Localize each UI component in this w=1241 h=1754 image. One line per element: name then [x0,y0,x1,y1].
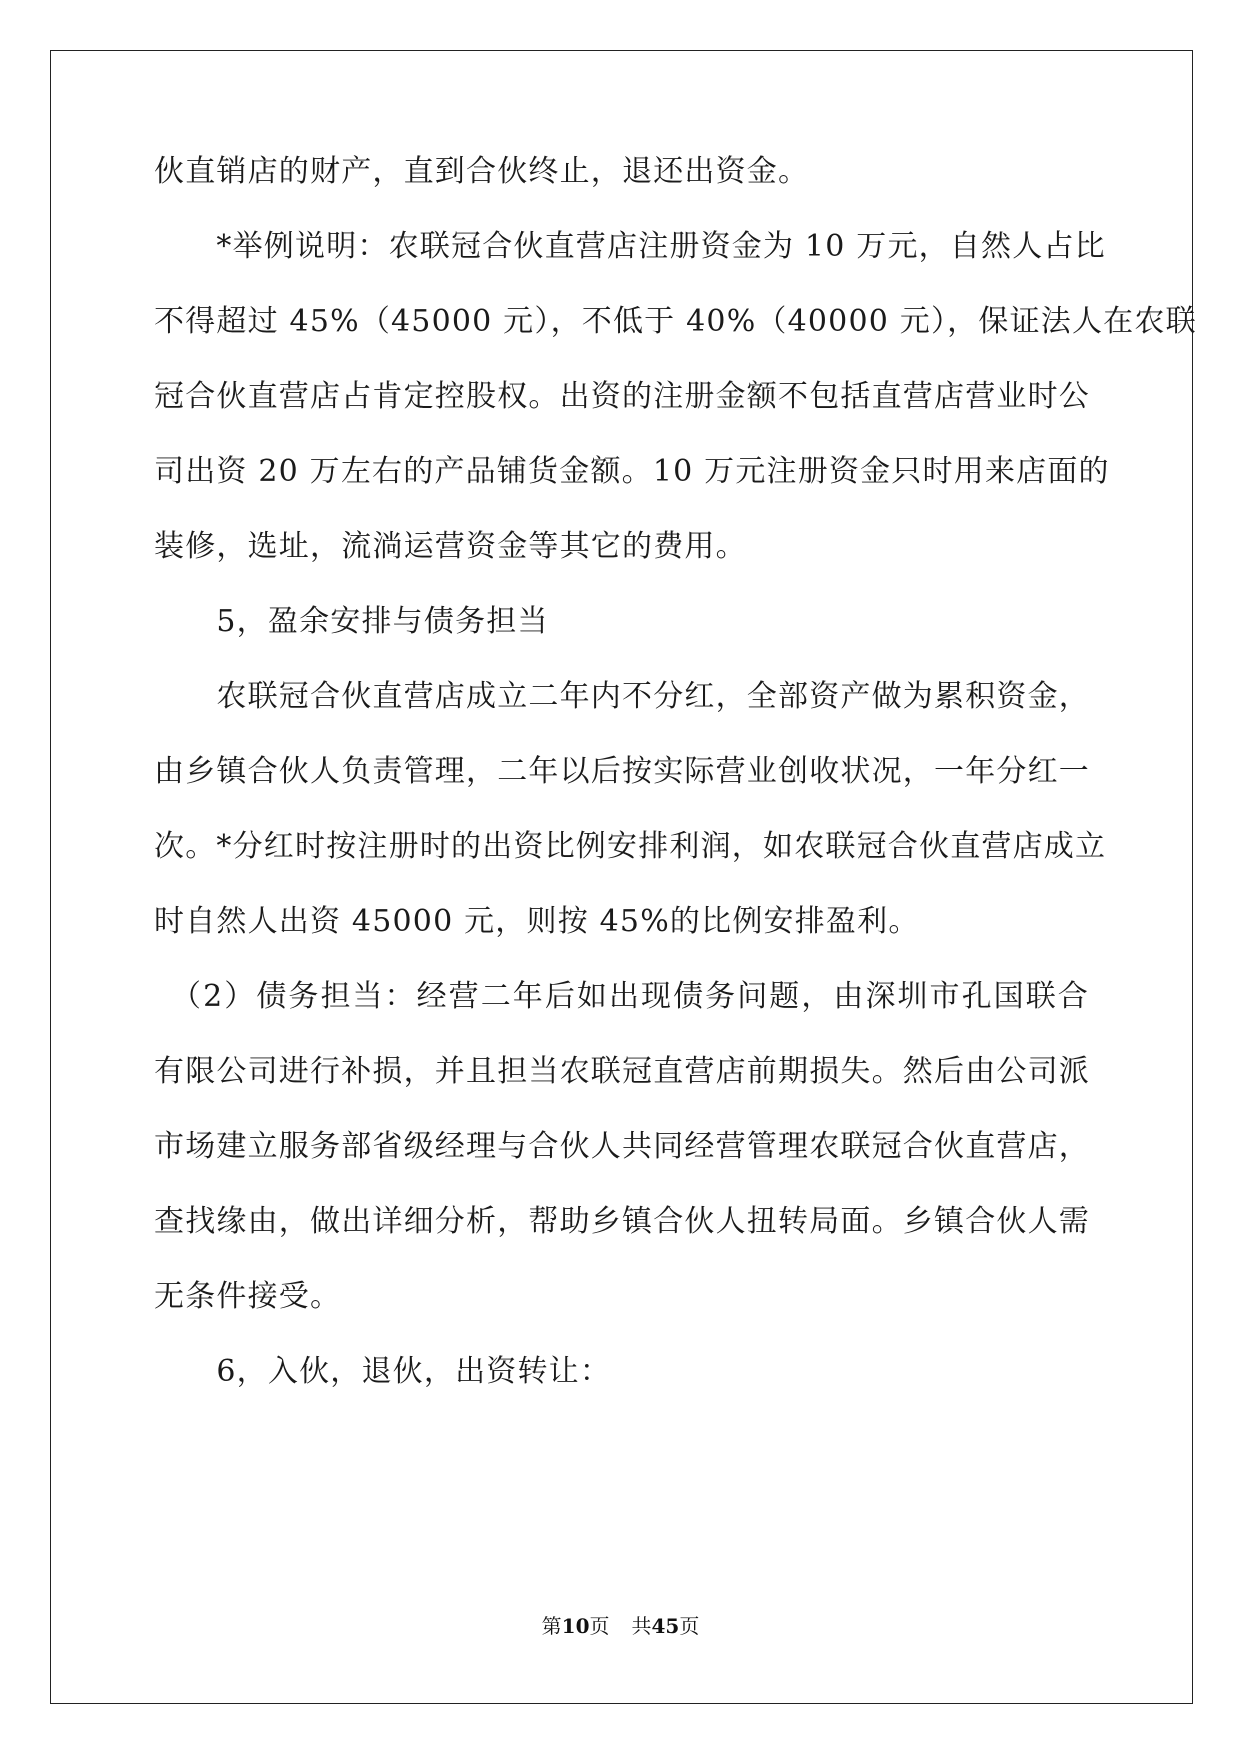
text-line: 查找缘由，做出详细分析，帮助乡镇合伙人扭转局面。乡镇合伙人需 [154,1204,1090,1239]
text-line: 司出资 20 万左右的产品铺货金额。10 万元注册资金只时用来店面的 [154,454,1110,489]
text-line: 有限公司进行补损，并且担当农联冠直营店前期损失。然后由公司派 [154,1054,1090,1089]
footer-prefix: 第 [541,1614,562,1638]
text-line: *举例说明：农联冠合伙直营店注册资金为 10 万元，自然人占比 [154,229,1106,264]
text-line: 伙直销店的财产，直到合伙终止，退还出资金。 [154,154,810,189]
total-pages-number: 45 [651,1614,680,1638]
section-heading: 5，盈余安排与债务担当 [154,604,549,639]
page-footer [0,1613,1241,1639]
text-line: （2）债务担当：经营二年后如出现债务问题，由深圳市孔国联合 [154,979,1089,1014]
section-heading: 6，入伙，退伙，出资转让： [154,1354,612,1389]
text-line: 不得超过 45%（45000 元），不低于 40%（40000 元），保证法人在农联 [154,304,1197,339]
text-line: 农联冠合伙直营店成立二年内不分红，全部资产做为累积资金， [154,679,1090,714]
page-border [50,50,1197,1704]
footer-page-suffix: 页 [589,1614,610,1638]
text-line: 市场建立服务部省级经理与合伙人共同经营管理农联冠合伙直营店， [154,1129,1090,1164]
footer-total-prefix: 共 [631,1614,652,1638]
text-line: 时自然人出资 45000 元，则按 45%的比例安排盈利。 [154,904,920,939]
text-line: 无条件接受。 [154,1279,342,1314]
text-line: 装修，选址，流淌运营资金等其它的费用。 [154,529,747,564]
footer-total-suffix: 页 [679,1614,700,1638]
current-page-number: 10 [561,1614,590,1638]
text-line: 冠合伙直营店占肯定控股权。出资的注册金额不包括直营店营业时公 [154,379,1090,414]
text-line: 次。*分红时按注册时的出资比例安排利润，如农联冠合伙直营店成立 [154,829,1107,864]
text-line: 由乡镇合伙人负责管理，二年以后按实际营业创收状况，一年分红一 [154,754,1090,789]
